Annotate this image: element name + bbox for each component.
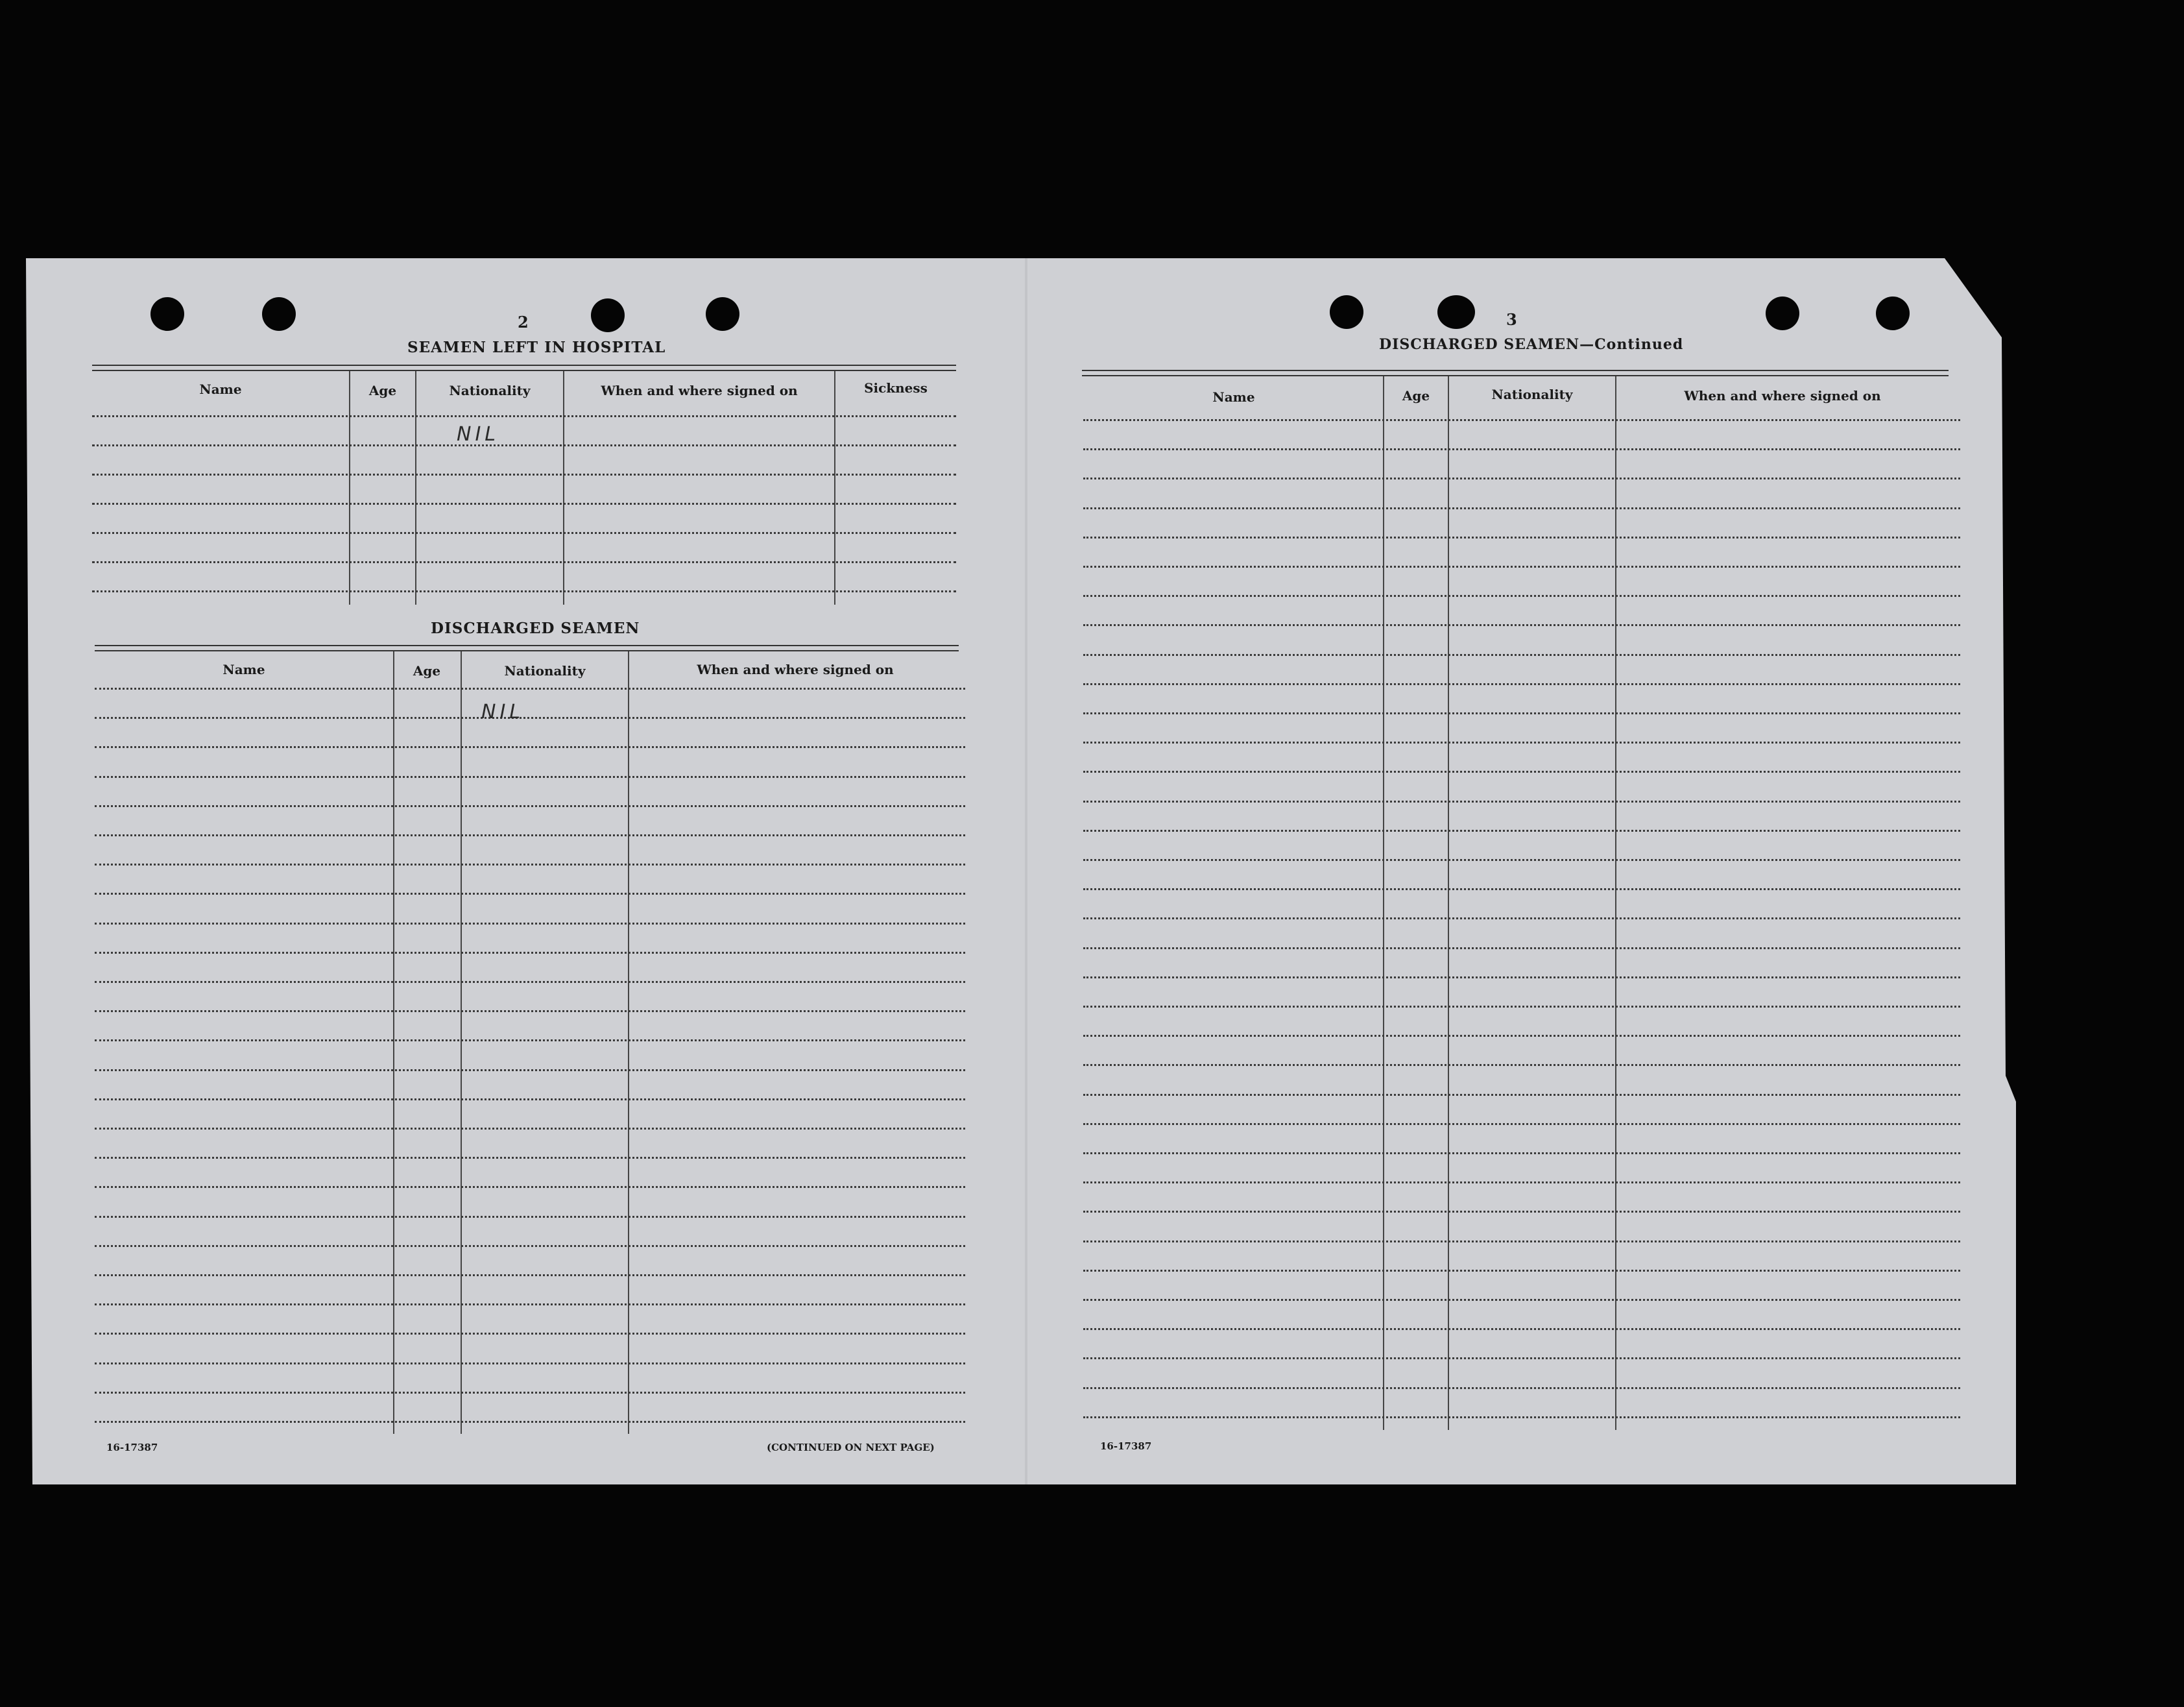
- column-divider: [393, 651, 394, 1434]
- form-row-line: [1083, 1357, 1960, 1359]
- form-row-line: [92, 474, 956, 476]
- column-divider: [1448, 376, 1449, 1430]
- column-divider: [1383, 376, 1384, 1430]
- form-row-line: [1083, 654, 1960, 656]
- form-row-line: [95, 1392, 965, 1394]
- form-row-line: [95, 688, 965, 690]
- table-rule: [95, 645, 959, 646]
- column-header: Name: [1212, 389, 1255, 405]
- form-row-line: [95, 1069, 965, 1071]
- section-title: SEAMEN LEFT IN HOSPITAL: [407, 339, 666, 356]
- form-row-line: [95, 1010, 965, 1012]
- form-row-line: [1083, 947, 1960, 949]
- form-row-line: [1083, 595, 1960, 597]
- column-header: When and where signed on: [697, 662, 894, 677]
- page-fold: [1025, 258, 1027, 1484]
- form-row-line: [95, 776, 965, 778]
- form-row-line: [95, 952, 965, 954]
- column-divider: [461, 651, 462, 1434]
- table-rule: [95, 650, 959, 651]
- form-row-line: [1083, 801, 1960, 803]
- page-number: 2: [518, 313, 529, 332]
- form-row-line: [1083, 1035, 1960, 1037]
- column-divider: [1615, 376, 1616, 1430]
- form-row-line: [95, 1362, 965, 1364]
- page-number: 3: [1506, 310, 1517, 329]
- form-row-line: [1083, 1328, 1960, 1330]
- handwritten-entry: NIL: [481, 701, 525, 723]
- column-divider: [834, 371, 835, 605]
- handwritten-entry: NIL: [457, 423, 500, 446]
- column-header: Sickness: [864, 380, 928, 396]
- column-header: Nationality: [504, 663, 586, 679]
- continued-note: (CONTINUED ON NEXT PAGE): [767, 1442, 935, 1453]
- form-row-line: [1083, 683, 1960, 685]
- form-row-line: [95, 1421, 965, 1423]
- form-row-line: [92, 503, 956, 505]
- column-header: Name: [199, 381, 242, 397]
- form-row-line: [1083, 1211, 1960, 1213]
- form-row-line: [1083, 478, 1960, 479]
- form-row-line: [95, 1039, 965, 1041]
- form-row-line: [95, 1098, 965, 1100]
- form-row-line: [1083, 1094, 1960, 1096]
- form-row-line: [1083, 859, 1960, 861]
- form-row-line: [1083, 1241, 1960, 1242]
- form-row-line: [95, 746, 965, 748]
- form-row-line: [95, 834, 965, 836]
- column-header: Age: [1402, 388, 1430, 404]
- form-row-line: [95, 981, 965, 983]
- punch-hole: [1330, 295, 1363, 329]
- form-row-line: [1083, 976, 1960, 978]
- table-rule: [1082, 375, 1949, 376]
- form-row-line: [1083, 537, 1960, 539]
- form-row-line: [95, 893, 965, 895]
- column-header: Name: [222, 662, 265, 677]
- form-row-line: [1083, 742, 1960, 744]
- form-row-line: [1083, 917, 1960, 919]
- form-row-line: [1083, 1006, 1960, 1008]
- form-row-line: [95, 1333, 965, 1335]
- form-row-line: [95, 1186, 965, 1188]
- form-row-line: [95, 923, 965, 925]
- form-number: 16-17387: [1100, 1440, 1152, 1452]
- punch-hole: [1876, 297, 1910, 330]
- form-row-line: [92, 561, 956, 563]
- form-row-line: [1083, 1387, 1960, 1389]
- table-rule: [92, 370, 956, 371]
- column-header: When and where signed on: [1684, 388, 1881, 404]
- punch-hole: [150, 297, 184, 331]
- column-divider: [628, 651, 629, 1434]
- section-title: DISCHARGED SEAMEN—Continued: [1379, 336, 1684, 353]
- form-row-line: [95, 717, 965, 719]
- form-row-line: [1083, 1064, 1960, 1066]
- form-row-line: [92, 415, 956, 417]
- form-row-line: [1083, 1123, 1960, 1125]
- column-divider: [415, 371, 416, 605]
- punch-hole: [591, 298, 625, 332]
- punch-hole: [1437, 295, 1475, 329]
- punch-hole: [706, 297, 739, 331]
- form-row-line: [1083, 624, 1960, 626]
- section-title: DISCHARGED SEAMEN: [431, 620, 640, 637]
- form-row-line: [1083, 1181, 1960, 1183]
- table-rule: [1082, 370, 1949, 371]
- form-row-line: [1083, 1152, 1960, 1154]
- form-row-line: [95, 1303, 965, 1305]
- table-rule: [92, 365, 956, 366]
- form-row-line: [95, 1216, 965, 1218]
- form-row-line: [1083, 888, 1960, 890]
- form-row-line: [92, 532, 956, 534]
- form-row-line: [95, 1274, 965, 1276]
- column-divider: [349, 371, 350, 605]
- form-row-line: [92, 590, 956, 592]
- form-row-line: [1083, 1270, 1960, 1272]
- column-header: Nationality: [449, 383, 531, 398]
- form-row-line: [1083, 1416, 1960, 1418]
- column-divider: [563, 371, 564, 605]
- column-header: Age: [368, 383, 397, 398]
- punch-hole: [1766, 297, 1799, 330]
- form-row-line: [1083, 712, 1960, 714]
- form-row-line: [95, 1128, 965, 1130]
- column-header: Nationality: [1491, 387, 1573, 402]
- form-row-line: [1083, 419, 1960, 421]
- form-row-line: [92, 444, 956, 446]
- punch-hole: [262, 297, 296, 331]
- form-number: 16-17387: [106, 1442, 158, 1453]
- form-row-line: [1083, 830, 1960, 832]
- form-row-line: [95, 864, 965, 866]
- column-header: When and where signed on: [601, 383, 798, 398]
- form-row-line: [1083, 771, 1960, 773]
- form-row-line: [1083, 448, 1960, 450]
- form-row-line: [95, 1157, 965, 1159]
- form-row-line: [95, 1245, 965, 1247]
- form-row-line: [95, 805, 965, 807]
- form-row-line: [1083, 1299, 1960, 1301]
- column-header: Age: [413, 663, 441, 679]
- form-row-line: [1083, 566, 1960, 568]
- form-row-line: [1083, 507, 1960, 509]
